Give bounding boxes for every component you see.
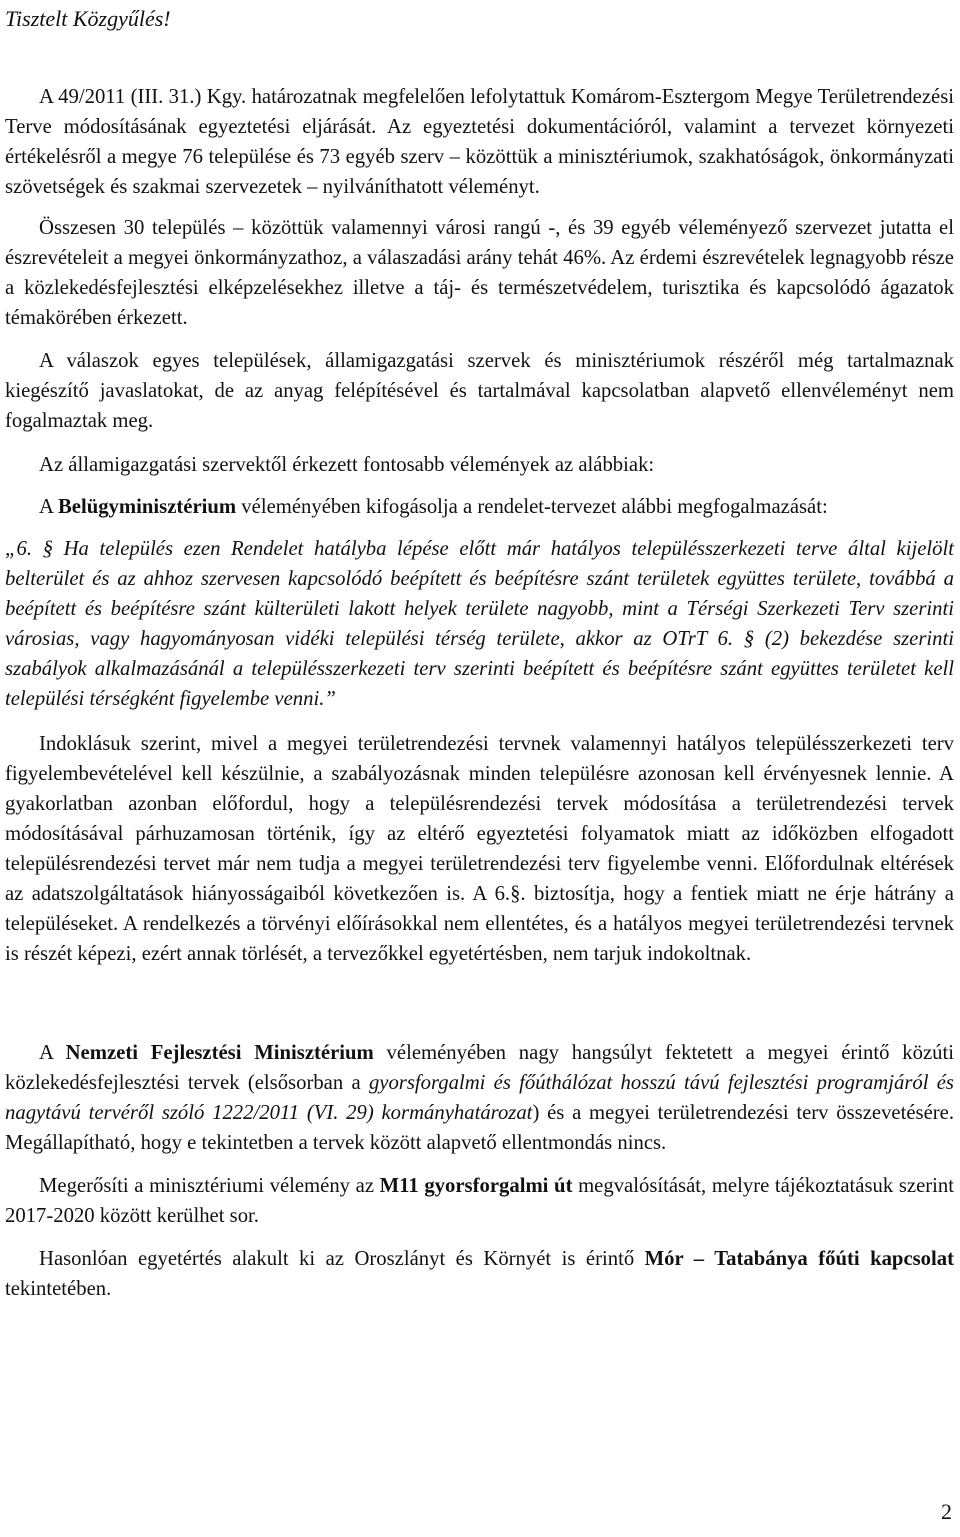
government-decree-title: gyorsforgalmi és főúthálózat hosszú távú fejlesztési programjáról és nagytávú tervéről szóló 1222/2011 (VI. 29) kormányhatározat — [5, 1072, 954, 1124]
ministry-name-development: Nemzeti Fejlesztési Minisztérium — [65, 1042, 374, 1064]
paragraph-mor-tatabanya — [5, 1244, 954, 1304]
paragraph-interior-ministry — [5, 492, 954, 522]
page-number: 2 — [941, 1499, 952, 1524]
paragraph-procedure: A 49/2011 (III. 31.) Kgy. határozatnak megfelelően lefolytattuk Komárom-Esztergom Megye Területrendezési Terve módosításának egyeztetési eljárását. Az egyeztetési dokumentációról, valamint a tervezet környezeti értékelésről a megye 76 települése és 73 egyéb szerv – közöttük a minisztériumok, szakhatóságok, önkormányzati szövetségek és szakmai szervezetek – nyilváníthatott véleményt. — [5, 86, 954, 198]
text-run: véleményében kifogásolja a rendelet-tervezet alábbi megfogalmazását: — [236, 496, 828, 518]
quoted-regulation-section: „6. § Ha település ezen Rendelet hatályba lépése előtt már hatályos településszerkezeti terve által kijelölt belterület és az ahhoz szervesen kapcsolódó beépített és beépítésre szánt területek együttes területe, továbbá a beépített és beépítésre szánt külterületi lakott helyek területe nagyobb, mint a Térségi Szerkezeti Terv szerinti városias, vagy hagyományosan vidéki települési térség területe, akkor az OTrT 6. § (2) bekezdése szerinti szabályok alkalmazásánál a településszerkezeti terv szerinti beépített és beépítésre szánt együttes területet kell települési térségként figyelembe venni.” — [5, 538, 954, 710]
mor-tatabanya-road-name: Mór – Tatabánya főúti kapcsolat — [644, 1248, 954, 1270]
paragraph-additions: A válaszok egyes települések, államigazgatási szervek és minisztériumok részéről még tartalmaznak kiegészítő javaslatokat, de az anyag felépítésével és tartalmával kapcsolatban alapvető ellenvéleményt nem fogalmaztak meg. — [5, 350, 954, 432]
text-run: A — [39, 496, 58, 518]
m11-motorway-name: M11 gyorsforgalmi út — [379, 1175, 573, 1197]
paragraph-development-ministry — [5, 1038, 954, 1158]
text-run: A — [39, 1042, 66, 1064]
ministry-name-interior: Belügyminisztérium — [57, 496, 237, 518]
text-run: Megerősíti a minisztériumi vélemény az — [39, 1175, 380, 1197]
salutation: Tisztelt Közgyűlés! — [5, 6, 171, 31]
text-run: Hasonlóan egyetértés alakult ki az Oroszlányt és Környét is érintő — [39, 1248, 645, 1270]
text-run: véleményében nagy hangsúlyt fektetett a megyei érintő közúti közlekedésfejlesztési tervek (elsősorban a — [5, 1042, 954, 1094]
paragraph-responses: Összesen 30 település – közöttük valamennyi városi rangú -, és 39 egyéb véleményező szervezet jutatta el észrevételeit a megyei önkormányzathoz, a válaszadási arány tehát 46%. Az érdemi észrevételek legnagyobb része a közlekedésfejlesztési elképzelésekhez illetve a táj- és természetvédelem, turisztika és kapcsolódó ágazatok témakörében érkezett. — [5, 217, 954, 329]
text-run: megvalósítását, melyre tájékoztatásuk szerint 2017-2020 között kerülhet sor. — [5, 1175, 954, 1227]
text-run: tekintetében. — [5, 1278, 112, 1300]
paragraph-m11-motorway — [5, 1171, 954, 1231]
paragraph-intro-opinions: Az államigazgatási szervektől érkezett fontosabb vélemények az alábbiak: — [39, 454, 655, 476]
text-run: ) és a megyei területrendezési terv összevetésére. Megállapítható, hogy e tekintetben a tervek között alapvető ellentmondás nincs. — [5, 1102, 954, 1154]
paragraph-justification: Indoklásuk szerint, mivel a megyei területrendezési tervnek valamennyi hatályos településszerkezeti terv figyelembevételével kell készülnie, a szabályozásnak minden településre azonosan kell érvényesnek lennie. A gyakorlatban azonban előfordul, hogy a településrendezési tervek módosítása a területrendezési tervek módosításával párhuzamosan történik, így az eltérő egyeztetési folyamatok miatt az időközben elfogadott településrendezési tervet már nem tudja a megyei területrendezési terv figyelembe venni. Előfordulnak eltérések az adatszolgáltatások hiányosságaiból következően is. A 6.§. biztosítja, hogy a fentiek miatt ne érje hátrány a településeket. A rendelkezés a törvényi előírásokkal nem ellentétes, és a hatályos megyei területrendezési tervnek is részét képezi, ezért annak törlését, a tervezőkkel egyetértésben, nem tarjuk indokoltnak. — [5, 733, 954, 965]
